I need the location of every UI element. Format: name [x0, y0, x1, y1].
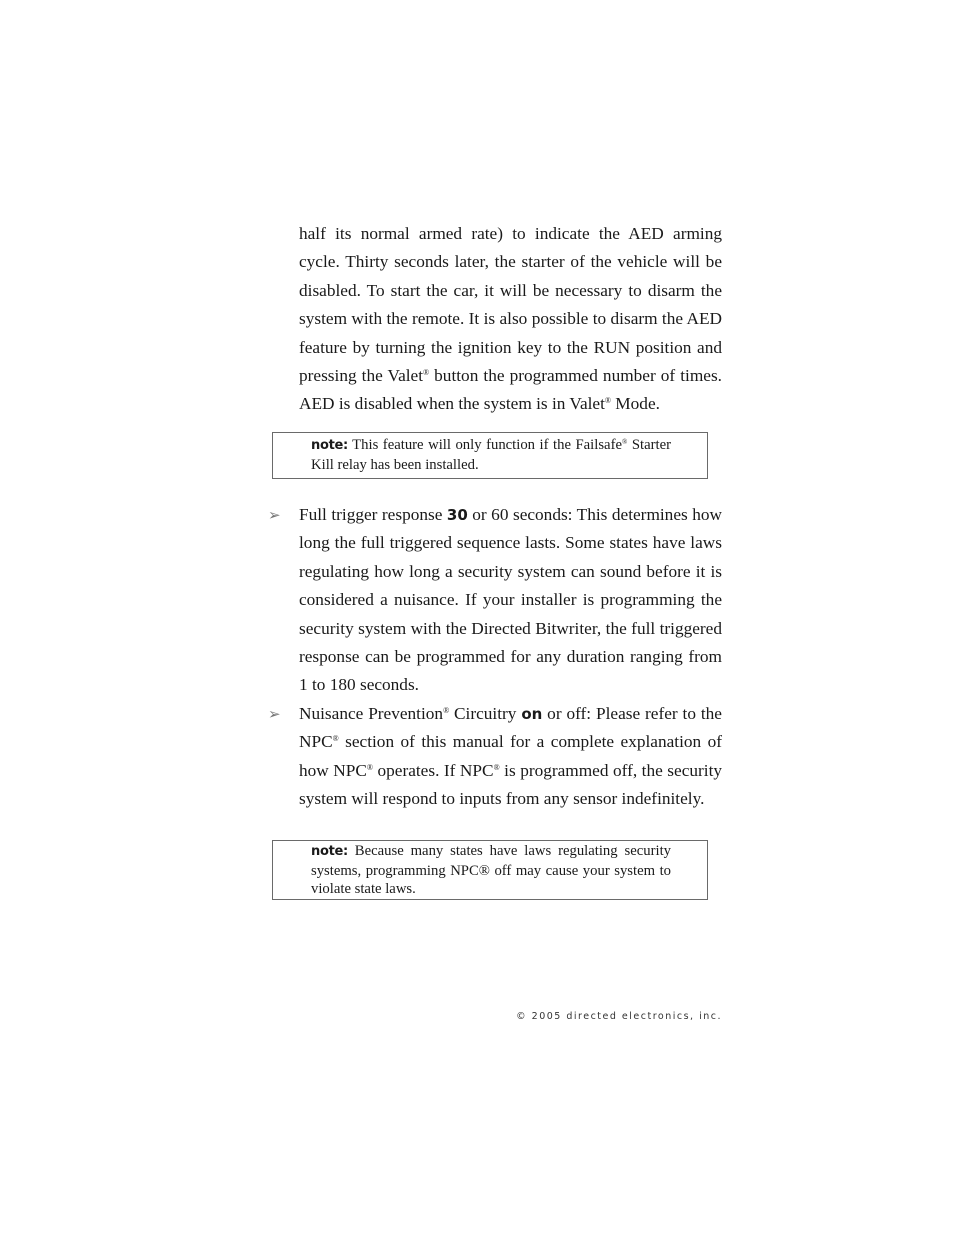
registered-mark: ®	[604, 396, 611, 406]
registered-mark: ®	[366, 762, 373, 772]
copyright-footer: © 2005 directed electronics, inc.	[516, 1011, 722, 1022]
list-item-nuisance-prevention	[268, 700, 722, 814]
arrow-bullet-icon: ➢	[268, 705, 281, 723]
registered-mark: ®	[423, 368, 430, 378]
registered-mark: ®	[622, 438, 628, 446]
note-text: note: Because many states have laws regulating security systems, programming NPC® off may cause your system to violate state laws.	[311, 843, 671, 898]
list-item-full-trigger-response	[268, 501, 722, 700]
registered-mark: ®	[493, 762, 500, 772]
note-label: note:	[311, 844, 348, 859]
registered-mark: ®	[332, 734, 339, 744]
default-setting-value: 30	[446, 506, 468, 524]
registered-mark: ®	[443, 706, 450, 715]
note-box-failsafe	[272, 432, 708, 479]
nuisance-prevention-text: Nuisance Prevention® Circuitry on or off: Please refer to the NPC® section of this manual for a complete explanation of how NPC® operates. If NPC® is programmed off, the security system will respond to inputs from any sensor indefinitely.	[299, 704, 723, 809]
note-box-state-laws	[272, 840, 708, 900]
arrow-bullet-icon: ➢	[268, 506, 281, 524]
default-setting-value: on	[521, 705, 543, 723]
note-label: note:	[311, 438, 348, 453]
full-trigger-response-text: Full trigger response 30 or 60 seconds: This determines how long the full triggered sequence lasts. Some states have laws regulating how long a security system can sound before it is considered a nuisance. If your installer is programming the security system with the Directed Bitwriter, the full triggered response can be programmed for any duration ranging from 1 to 180 seconds.	[299, 505, 722, 695]
note-text: note: This feature will only function if the Failsafe® Starter Kill relay has been installed.	[311, 437, 671, 473]
aed-paragraph: half its normal armed rate) to indicate the AED arming cycle. Thirty seconds later, the starter of the vehicle will be disabled. To start the car, it will be necessary to disarm the system with the remote. It is also possible to disarm the AED feature by turning the ignition key to the RUN position and pressing the Valet® button the programmed number of times. AED is disabled when the system is in Valet® Mode.	[299, 224, 722, 414]
